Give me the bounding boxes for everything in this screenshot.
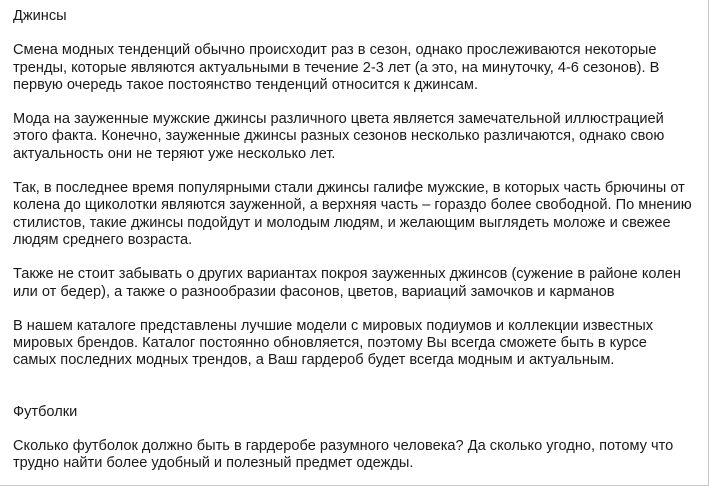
section-spacer	[13, 387, 693, 404]
article-body	[13, 8, 693, 490]
paragraph: Так, в последнее время популярными стали джинсы галифе мужские, в которых часть брючины от колена до щиколотки являются зауженной, а верхняя часть – гораздо более свободной. По мнению стилистов, такие джинсы подойдут и молодым людям, и желающим выглядеть моложе и свежее людям среднего возраста.	[13, 180, 692, 248]
section-title-tshirts: Футболки	[13, 403, 78, 420]
paragraph: Сколько футболок должно быть в гардеробе разумного человека? Да сколько угодно, потому что трудно найти более удобный и полезный предмет одежды.	[13, 438, 674, 472]
paragraph: Смена модных тенденций обычно происходит раз в сезон, однако прослеживаются некоторые тренды, которые являются актуальными в течение 2-3 лет (а это, на минуточку, 4-6 сезонов). В первую очередь такое постоянство тенденций относится к джинсам.	[13, 42, 660, 93]
paragraph: Также не стоит забывать о других вариантах покроя зауженных джинсов (сужение в районе колен или от бедер), а также о разнообразии фасонов, цветов, вариаций замочков и карманов	[13, 266, 681, 300]
section-title-jeans: Джинсы	[13, 8, 67, 24]
paragraph: В нашем каталоге представлены лучшие модели с мировых подиумов и коллекции известных мировых брендов. Каталог постоянно обновляется, поэтому Вы всегда сможете быть в курсе самых последних модных трендов, а Ваш гардероб будет всегда модным и актуальным.	[13, 317, 654, 369]
paragraph: Мода на зауженные мужские джинсы различного цвета является замечательной иллюстрацией этого факта. Конечно, зауженные джинсы разных сезонов несколько различаются, однако свою актуальность они не теряют уже несколько лет.	[13, 111, 665, 162]
